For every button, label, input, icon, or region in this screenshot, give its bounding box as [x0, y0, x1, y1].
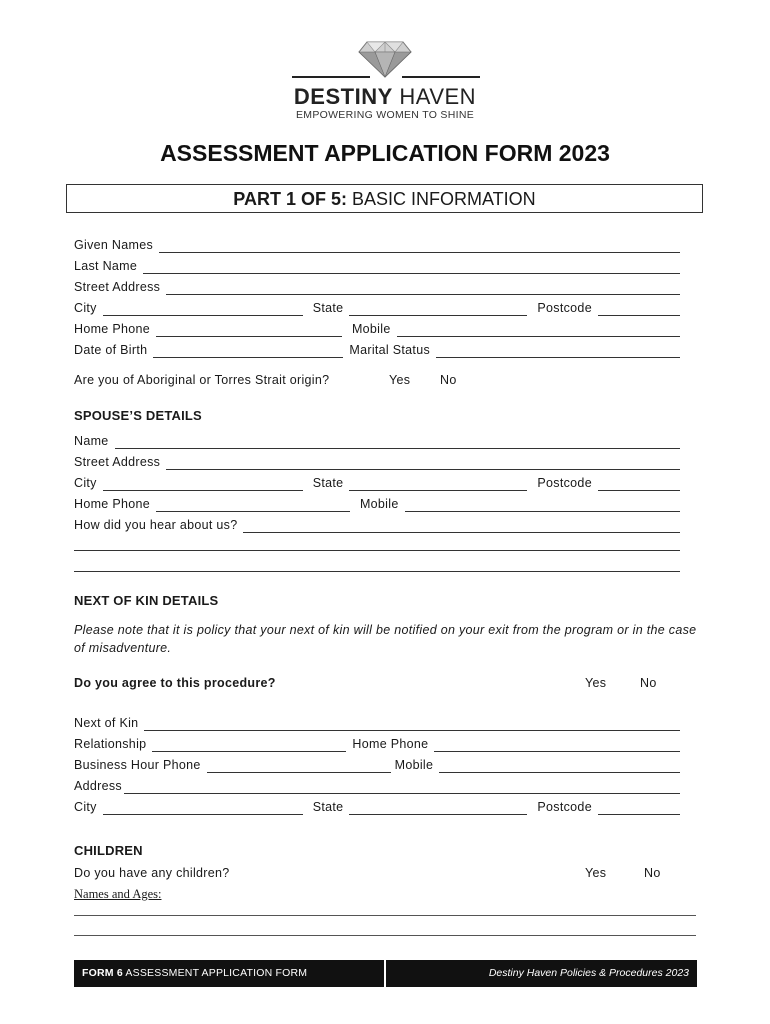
spouse-mobile-field[interactable]	[405, 499, 680, 512]
children-question: Do you have any children?	[74, 866, 230, 880]
kin-name-field[interactable]	[144, 718, 680, 731]
kin-agree-question: Do you agree to this procedure?	[74, 676, 276, 690]
kin-heading: NEXT OF KIN DETAILS	[74, 593, 219, 608]
hear-about-field[interactable]	[243, 520, 680, 533]
kin-agree-no-option[interactable]: No	[640, 676, 657, 690]
kin-name-row: Next of Kin	[74, 713, 680, 731]
kin-home-phone-field[interactable]	[434, 739, 680, 752]
street-address-row: Street Address	[74, 277, 680, 295]
postcode-field[interactable]	[598, 303, 680, 316]
spouse-phone-row: Home Phone Mobile	[74, 494, 680, 512]
aboriginal-yes-option[interactable]: Yes	[389, 373, 411, 387]
names-ages-line-1[interactable]	[74, 915, 696, 916]
logo-tagline: EMPOWERING WOMEN TO SHINE	[295, 109, 475, 121]
part-header	[66, 184, 703, 213]
kin-address-row: Address	[74, 776, 680, 794]
street-address-field[interactable]	[166, 282, 680, 295]
kin-agree-yes-option[interactable]: Yes	[585, 676, 607, 690]
spouse-street-row: Street Address	[74, 452, 680, 470]
spouse-heading: SPOUSE’S DETAILS	[74, 408, 202, 423]
aboriginal-no-option[interactable]: No	[440, 373, 457, 387]
mobile-field[interactable]	[397, 324, 680, 337]
state-field[interactable]	[349, 303, 527, 316]
spouse-state-field[interactable]	[349, 478, 527, 491]
last-name-field[interactable]	[143, 261, 680, 274]
kin-city-row: City State Postcode	[74, 797, 680, 815]
names-ages-line-2[interactable]	[74, 935, 696, 936]
dob-field[interactable]	[153, 345, 343, 358]
hear-about-line-3[interactable]	[74, 571, 680, 572]
kin-note: Please note that it is policy that your next of kin will be notified on your exit from the program or in the case of misadventure.	[74, 623, 697, 655]
logo-bar-right	[402, 76, 480, 78]
children-heading: CHILDREN	[74, 843, 143, 858]
form-title: ASSESSMENT APPLICATION FORM 2023	[160, 140, 610, 166]
phone-row: Home Phone Mobile	[74, 319, 680, 337]
last-name-row: Last Name	[74, 256, 680, 274]
spouse-name-row: Name	[74, 431, 680, 449]
logo	[285, 36, 485, 126]
children-no-option[interactable]: No	[644, 866, 661, 880]
kin-business-row: Business Hour Phone Mobile	[74, 755, 680, 773]
hear-about-row: How did you hear about us?	[74, 515, 680, 533]
logo-bar-left	[292, 76, 370, 78]
marital-status-field[interactable]	[436, 345, 680, 358]
kin-relationship-row: Relationship Home Phone	[74, 734, 680, 752]
home-phone-field[interactable]	[156, 324, 342, 337]
city-state-postcode-row: City State Postcode	[74, 298, 680, 316]
spouse-home-phone-field[interactable]	[156, 499, 350, 512]
names-ages-label: Names and Ages:	[74, 887, 162, 901]
given-names-row: Given Names	[74, 235, 680, 253]
logo-name: DESTINY HAVEN	[293, 84, 477, 109]
dob-marital-row: Date of Birth Marital Status	[74, 340, 680, 358]
part-title: BASIC INFORMATION	[352, 189, 536, 209]
aboriginal-question: Are you of Aboriginal or Torres Strait origin?	[74, 373, 330, 387]
spouse-name-field[interactable]	[115, 436, 680, 449]
footer-divider	[384, 960, 386, 987]
children-yes-option[interactable]: Yes	[585, 866, 607, 880]
kin-postcode-field[interactable]	[598, 802, 680, 815]
part-number: PART 1 OF 5:	[233, 189, 347, 209]
city-field[interactable]	[103, 303, 303, 316]
footer-form-label: FORM 6 ASSESSMENT APPLICATION FORM	[82, 967, 308, 979]
given-names-field[interactable]	[159, 240, 680, 253]
kin-mobile-field[interactable]	[439, 760, 680, 773]
kin-city-field[interactable]	[103, 802, 303, 815]
kin-address-field[interactable]	[124, 781, 680, 794]
spouse-postcode-field[interactable]	[598, 478, 680, 491]
spouse-city-row: City State Postcode	[74, 473, 680, 491]
hear-about-line-2[interactable]	[74, 550, 680, 551]
page-footer	[74, 960, 697, 987]
spouse-street-field[interactable]	[166, 457, 680, 470]
kin-relationship-field[interactable]	[152, 739, 346, 752]
footer-policy-label: Destiny Haven Policies & Procedures 2023	[488, 967, 689, 979]
spouse-city-field[interactable]	[103, 478, 303, 491]
kin-business-phone-field[interactable]	[207, 760, 391, 773]
diamond-icon	[357, 36, 413, 78]
kin-state-field[interactable]	[349, 802, 527, 815]
